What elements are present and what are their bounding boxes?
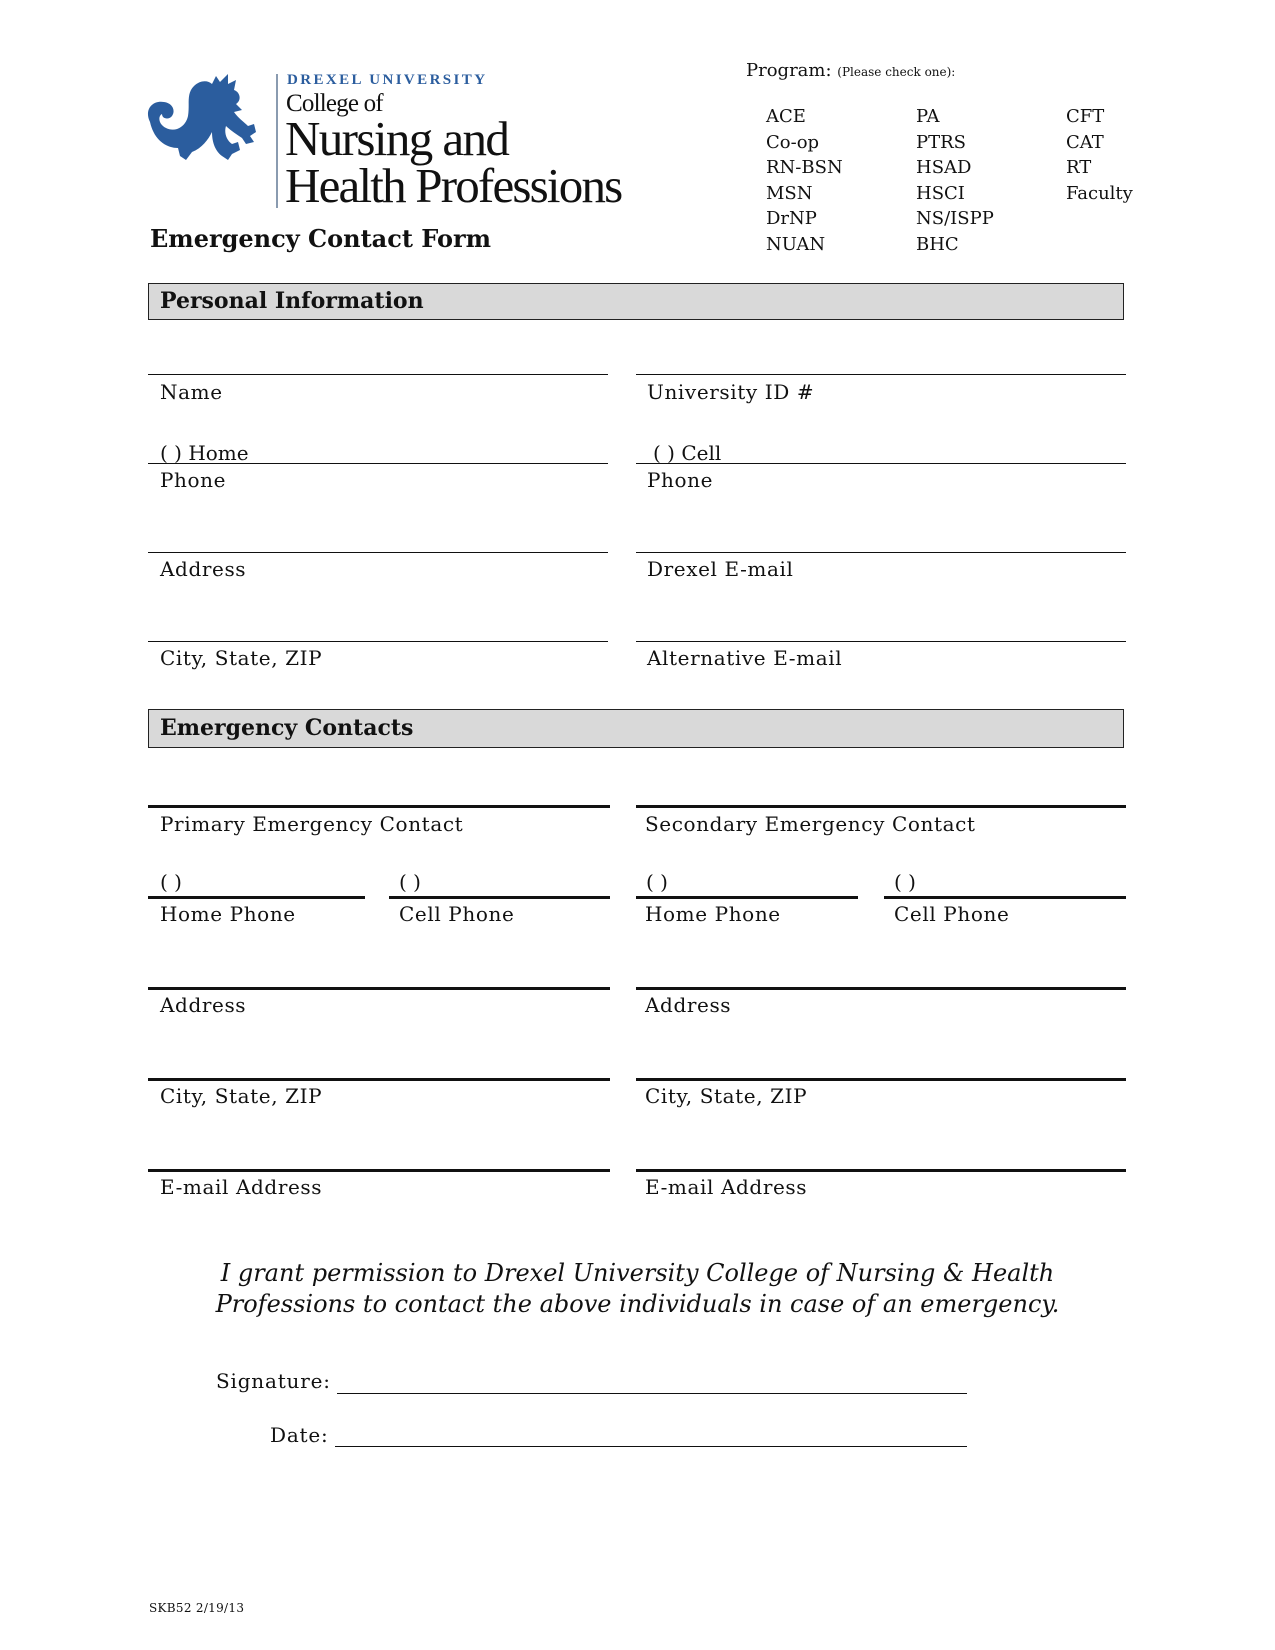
program-option-rn-bsn[interactable]: RN-BSN bbox=[766, 157, 843, 178]
program-option-pa[interactable]: PA bbox=[916, 106, 940, 127]
secondary-email-field[interactable] bbox=[636, 1169, 1126, 1172]
secondary-city-state-zip-field[interactable] bbox=[636, 1078, 1126, 1081]
personal-information-header bbox=[148, 283, 1124, 320]
address-field[interactable] bbox=[148, 552, 608, 553]
emergency-contacts-header bbox=[148, 709, 1124, 748]
emergency-contacts-title: Emergency Contacts bbox=[160, 715, 414, 741]
primary-cell-phone-label: Cell Phone bbox=[399, 902, 515, 926]
program-option-coop[interactable]: Co-op bbox=[766, 131, 820, 153]
name-field[interactable] bbox=[148, 374, 608, 375]
program-column-3 bbox=[1066, 104, 1133, 206]
primary-contact-title: Primary Emergency Contact bbox=[160, 812, 464, 836]
program-option-bhc[interactable]: BHC bbox=[916, 233, 959, 255]
alternative-email-label: Alternative E-mail bbox=[647, 646, 843, 670]
secondary-email-label: E-mail Address bbox=[645, 1175, 808, 1199]
program-option-drnp[interactable]: DrNP bbox=[766, 208, 817, 229]
secondary-home-phone-field[interactable] bbox=[636, 896, 858, 899]
form-title: Emergency Contact Form bbox=[150, 224, 492, 253]
signature-label: Signature: bbox=[216, 1369, 331, 1393]
home-phone-label: Phone bbox=[160, 468, 227, 492]
cell-phone-label: Phone bbox=[647, 468, 714, 492]
program-option-ace[interactable]: ACE bbox=[766, 106, 806, 127]
secondary-address-field[interactable] bbox=[636, 987, 1126, 990]
program-column-2 bbox=[916, 104, 994, 257]
program-option-rt[interactable]: RT bbox=[1066, 157, 1092, 178]
primary-cell-phone-paren: ( ) bbox=[399, 870, 421, 894]
cell-phone-prefix: ( ) Cell bbox=[653, 441, 722, 465]
alternative-email-field[interactable] bbox=[636, 641, 1126, 642]
program-label-text: Program: bbox=[746, 60, 832, 81]
university-id-field[interactable] bbox=[636, 374, 1126, 375]
program-option-msn[interactable]: MSN bbox=[766, 182, 813, 204]
secondary-home-phone-paren: ( ) bbox=[646, 870, 668, 894]
primary-city-state-zip-label: City, State, ZIP bbox=[160, 1084, 323, 1108]
home-phone-field[interactable] bbox=[148, 463, 608, 464]
program-option-hsci[interactable]: HSCI bbox=[916, 182, 965, 204]
drexel-email-field[interactable] bbox=[636, 552, 1126, 553]
primary-address-label: Address bbox=[160, 993, 247, 1017]
form-code: SKB52 2/19/13 bbox=[149, 1601, 245, 1615]
secondary-city-state-zip-label: City, State, ZIP bbox=[645, 1084, 808, 1108]
date-field[interactable] bbox=[335, 1446, 967, 1447]
primary-email-label: E-mail Address bbox=[160, 1175, 323, 1199]
primary-contact-name-field[interactable] bbox=[148, 805, 610, 808]
secondary-cell-phone-paren: ( ) bbox=[894, 870, 916, 894]
program-option-cat[interactable]: CAT bbox=[1066, 131, 1104, 153]
city-state-zip-field[interactable] bbox=[148, 641, 608, 642]
dragon-logo-icon bbox=[142, 70, 267, 165]
program-option-cft[interactable]: CFT bbox=[1066, 106, 1105, 127]
primary-cell-phone-field[interactable] bbox=[389, 896, 610, 899]
name-label: Name bbox=[160, 380, 223, 404]
secondary-cell-phone-field[interactable] bbox=[884, 896, 1126, 899]
secondary-cell-phone-label: Cell Phone bbox=[894, 902, 1010, 926]
permission-line-1: I grant permission to Drexel University College of Nursing & Health bbox=[220, 1259, 1055, 1287]
logo-health-professions: Health Professions bbox=[285, 158, 622, 213]
signature-field[interactable] bbox=[337, 1393, 967, 1394]
secondary-home-phone-label: Home Phone bbox=[645, 902, 781, 926]
drexel-email-label: Drexel E-mail bbox=[647, 557, 794, 581]
city-state-zip-label: City, State, ZIP bbox=[160, 646, 323, 670]
logo-university-name: DREXEL UNIVERSITY bbox=[287, 72, 488, 88]
program-label bbox=[746, 60, 955, 81]
cell-phone-field[interactable] bbox=[636, 463, 1126, 464]
primary-home-phone-field[interactable] bbox=[148, 896, 365, 899]
program-option-nuan[interactable]: NUAN bbox=[766, 233, 826, 255]
date-label: Date: bbox=[270, 1423, 329, 1447]
program-column-1 bbox=[766, 104, 843, 257]
permission-statement bbox=[0, 1258, 1275, 1320]
logo-college-of: College of bbox=[286, 90, 383, 117]
primary-city-state-zip-field[interactable] bbox=[148, 1078, 610, 1081]
primary-home-phone-label: Home Phone bbox=[160, 902, 296, 926]
permission-line-2: Professions to contact the above individuals in case of an emergency. bbox=[215, 1290, 1060, 1318]
primary-address-field[interactable] bbox=[148, 987, 610, 990]
secondary-contact-name-field[interactable] bbox=[636, 805, 1126, 808]
primary-home-phone-paren: ( ) bbox=[160, 870, 182, 894]
program-option-ptrs[interactable]: PTRS bbox=[916, 131, 967, 153]
university-id-label: University ID # bbox=[647, 380, 815, 404]
personal-information-title: Personal Information bbox=[160, 288, 424, 314]
primary-email-field[interactable] bbox=[148, 1169, 610, 1172]
home-phone-prefix: ( ) Home bbox=[160, 441, 249, 465]
logo-divider bbox=[276, 74, 278, 208]
program-option-hsad[interactable]: HSAD bbox=[916, 157, 972, 178]
address-label: Address bbox=[160, 557, 247, 581]
program-hint: (Please check one): bbox=[837, 65, 956, 79]
program-option-faculty[interactable]: Faculty bbox=[1066, 182, 1133, 204]
secondary-address-label: Address bbox=[645, 993, 732, 1017]
program-option-ns-ispp[interactable]: NS/ISPP bbox=[916, 208, 994, 229]
secondary-contact-title: Secondary Emergency Contact bbox=[645, 812, 976, 836]
logo-nursing-and: Nursing and bbox=[285, 111, 509, 166]
